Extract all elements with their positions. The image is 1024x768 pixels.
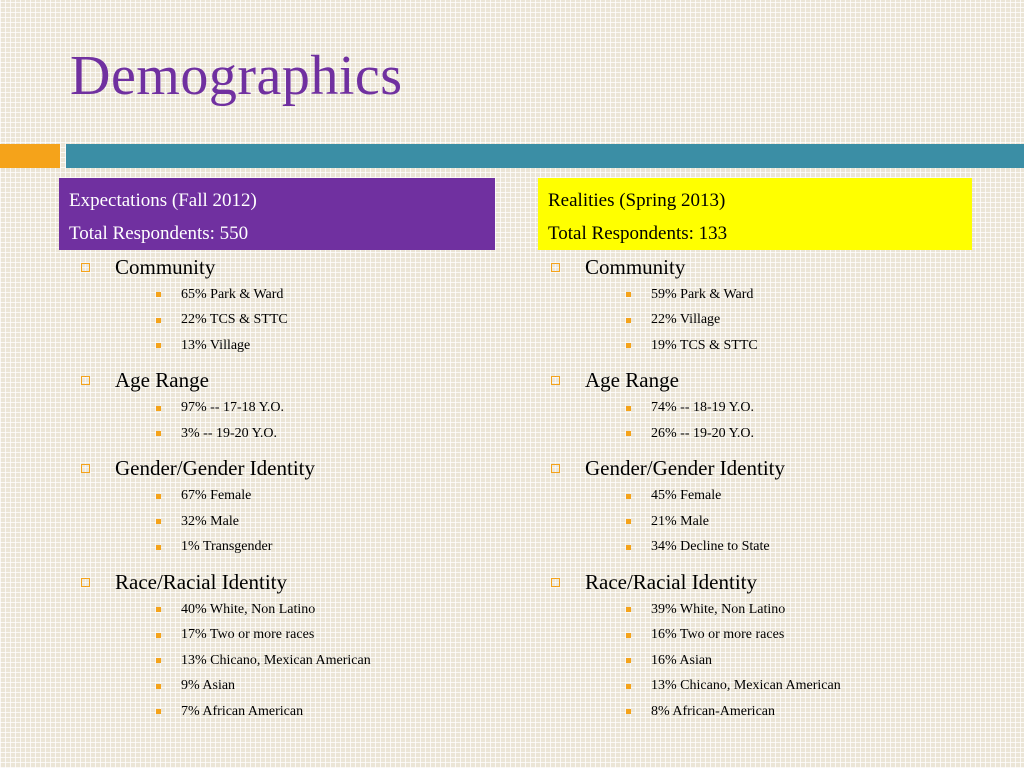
list-item: [548, 396, 988, 422]
list-item: [78, 623, 518, 649]
square-bullet-icon: [156, 607, 161, 612]
square-bullet-icon: [156, 658, 161, 663]
list-item: [548, 535, 988, 561]
hollow-square-bullet-icon: [551, 376, 560, 385]
list-item-label: 1% Transgender: [181, 539, 273, 555]
sub-list: [78, 396, 518, 447]
list-item: [548, 333, 988, 359]
square-bullet-icon: [626, 519, 631, 524]
square-bullet-icon: [156, 684, 161, 689]
hollow-square-bullet-icon: [551, 464, 560, 473]
list-item: [78, 509, 518, 535]
accent-bar-orange: [0, 144, 60, 168]
expectations-section-gender: [78, 456, 518, 561]
list-item-label: 7% African American: [181, 703, 304, 719]
list-item: [78, 308, 518, 334]
list-item: [548, 597, 988, 623]
square-bullet-icon: [626, 318, 631, 323]
square-bullet-icon: [626, 343, 631, 348]
list-item: [548, 308, 988, 334]
sub-list: [548, 484, 988, 561]
list-item-label: 17% Two or more races: [181, 627, 315, 643]
sub-list: [78, 597, 518, 725]
section-heading-label: Community: [115, 254, 216, 279]
hollow-square-bullet-icon: [551, 578, 560, 587]
section-heading-label: Age Range: [115, 368, 209, 392]
square-bullet-icon: [156, 633, 161, 638]
square-bullet-icon: [156, 292, 161, 297]
list-item: [548, 674, 988, 700]
list-item-label: 67% Female: [181, 488, 252, 504]
list-item: [78, 396, 518, 422]
list-item-label: 59% Park & Ward: [651, 286, 754, 302]
realities-header: [538, 178, 972, 250]
list-item-label: 32% Male: [181, 513, 239, 529]
expectations-section-race: [78, 569, 518, 725]
list-item-label: 34% Decline to State: [651, 539, 770, 555]
sub-list: [548, 282, 988, 359]
expectations-section-community: [78, 254, 518, 359]
section-heading-label: Community: [585, 254, 686, 279]
section-heading: [78, 368, 518, 394]
list-item: [548, 484, 988, 510]
section-heading: [78, 456, 518, 482]
section-heading-label: Race/Racial Identity: [585, 569, 758, 594]
square-bullet-icon: [156, 494, 161, 499]
square-bullet-icon: [626, 607, 631, 612]
list-item: [548, 509, 988, 535]
realities-header-respondents: Total Respondents: 133: [548, 223, 728, 244]
realities-section-gender: [548, 456, 988, 561]
list-item-label: 65% Park & Ward: [181, 286, 284, 302]
square-bullet-icon: [626, 658, 631, 663]
accent-bar-teal: [66, 144, 1024, 168]
list-item-label: 8% African-American: [651, 703, 775, 719]
hollow-square-bullet-icon: [81, 578, 90, 587]
section-heading: [548, 569, 988, 595]
list-item-label: 40% White, Non Latino: [181, 601, 316, 617]
sub-list: [548, 396, 988, 447]
hollow-square-bullet-icon: [81, 376, 90, 385]
list-item: [548, 648, 988, 674]
expectations-header-respondents: Total Respondents: 550: [69, 223, 249, 244]
hollow-square-bullet-icon: [81, 263, 90, 272]
section-heading: [548, 254, 988, 280]
list-item-label: 9% Asian: [181, 678, 236, 694]
list-item-label: 19% TCS & STTC: [651, 337, 758, 353]
square-bullet-icon: [626, 633, 631, 638]
list-item-label: 39% White, Non Latino: [651, 601, 786, 617]
realities-section-community: [548, 254, 988, 359]
list-item-label: 3% -- 19-20 Y.O.: [181, 425, 278, 441]
section-heading-label: Age Range: [585, 368, 679, 392]
square-bullet-icon: [626, 406, 631, 411]
square-bullet-icon: [626, 431, 631, 436]
square-bullet-icon: [626, 494, 631, 499]
square-bullet-icon: [626, 545, 631, 550]
expectations-section-age-range: [78, 368, 518, 447]
expectations-header-term: Expectations (Fall 2012): [69, 190, 257, 211]
square-bullet-icon: [156, 406, 161, 411]
realities-column: [548, 254, 988, 734]
realities-section-race: [548, 569, 988, 725]
sub-list: [548, 597, 988, 725]
square-bullet-icon: [626, 684, 631, 689]
section-heading-label: Gender/Gender Identity: [585, 456, 786, 480]
square-bullet-icon: [626, 292, 631, 297]
list-item: [78, 484, 518, 510]
square-bullet-icon: [156, 431, 161, 436]
list-item-label: 16% Asian: [651, 652, 713, 668]
list-item: [78, 333, 518, 359]
list-item-label: 45% Female: [651, 488, 722, 504]
list-item-label: 16% Two or more races: [651, 627, 785, 643]
expectations-column: [78, 254, 518, 734]
square-bullet-icon: [626, 709, 631, 714]
hollow-square-bullet-icon: [551, 263, 560, 272]
section-heading: [548, 368, 988, 394]
expectations-header: [59, 178, 495, 250]
list-item-label: 13% Chicano, Mexican American: [651, 678, 841, 694]
list-item-label: 21% Male: [651, 513, 709, 529]
section-heading-label: Race/Racial Identity: [115, 569, 288, 594]
section-heading: [78, 569, 518, 595]
realities-header-term: Realities (Spring 2013): [548, 190, 726, 211]
hollow-square-bullet-icon: [81, 464, 90, 473]
list-item-label: 13% Chicano, Mexican American: [181, 652, 371, 668]
realities-section-age-range: [548, 368, 988, 447]
list-item: [78, 535, 518, 561]
list-item-label: 26% -- 19-20 Y.O.: [651, 425, 755, 441]
list-item: [78, 674, 518, 700]
sub-list: [78, 282, 518, 359]
section-heading-label: Gender/Gender Identity: [115, 456, 316, 480]
list-item: [548, 282, 988, 308]
square-bullet-icon: [156, 545, 161, 550]
square-bullet-icon: [156, 709, 161, 714]
square-bullet-icon: [156, 318, 161, 323]
list-item: [78, 597, 518, 623]
square-bullet-icon: [156, 343, 161, 348]
sub-list: [78, 484, 518, 561]
list-item: [548, 623, 988, 649]
list-item-label: 13% Village: [181, 337, 251, 353]
list-item-label: 74% -- 18-19 Y.O.: [651, 400, 755, 416]
section-heading: [548, 456, 988, 482]
list-item: [78, 699, 518, 725]
list-item: [548, 699, 988, 725]
list-item-label: 22% TCS & STTC: [181, 312, 288, 328]
list-item: [78, 421, 518, 447]
section-heading: [78, 254, 518, 280]
slide-title: Demographics: [70, 45, 403, 107]
list-item: [78, 282, 518, 308]
list-item-label: 22% Village: [651, 312, 721, 328]
list-item: [548, 421, 988, 447]
list-item: [78, 648, 518, 674]
list-item-label: 97% -- 17-18 Y.O.: [181, 400, 285, 416]
square-bullet-icon: [156, 519, 161, 524]
